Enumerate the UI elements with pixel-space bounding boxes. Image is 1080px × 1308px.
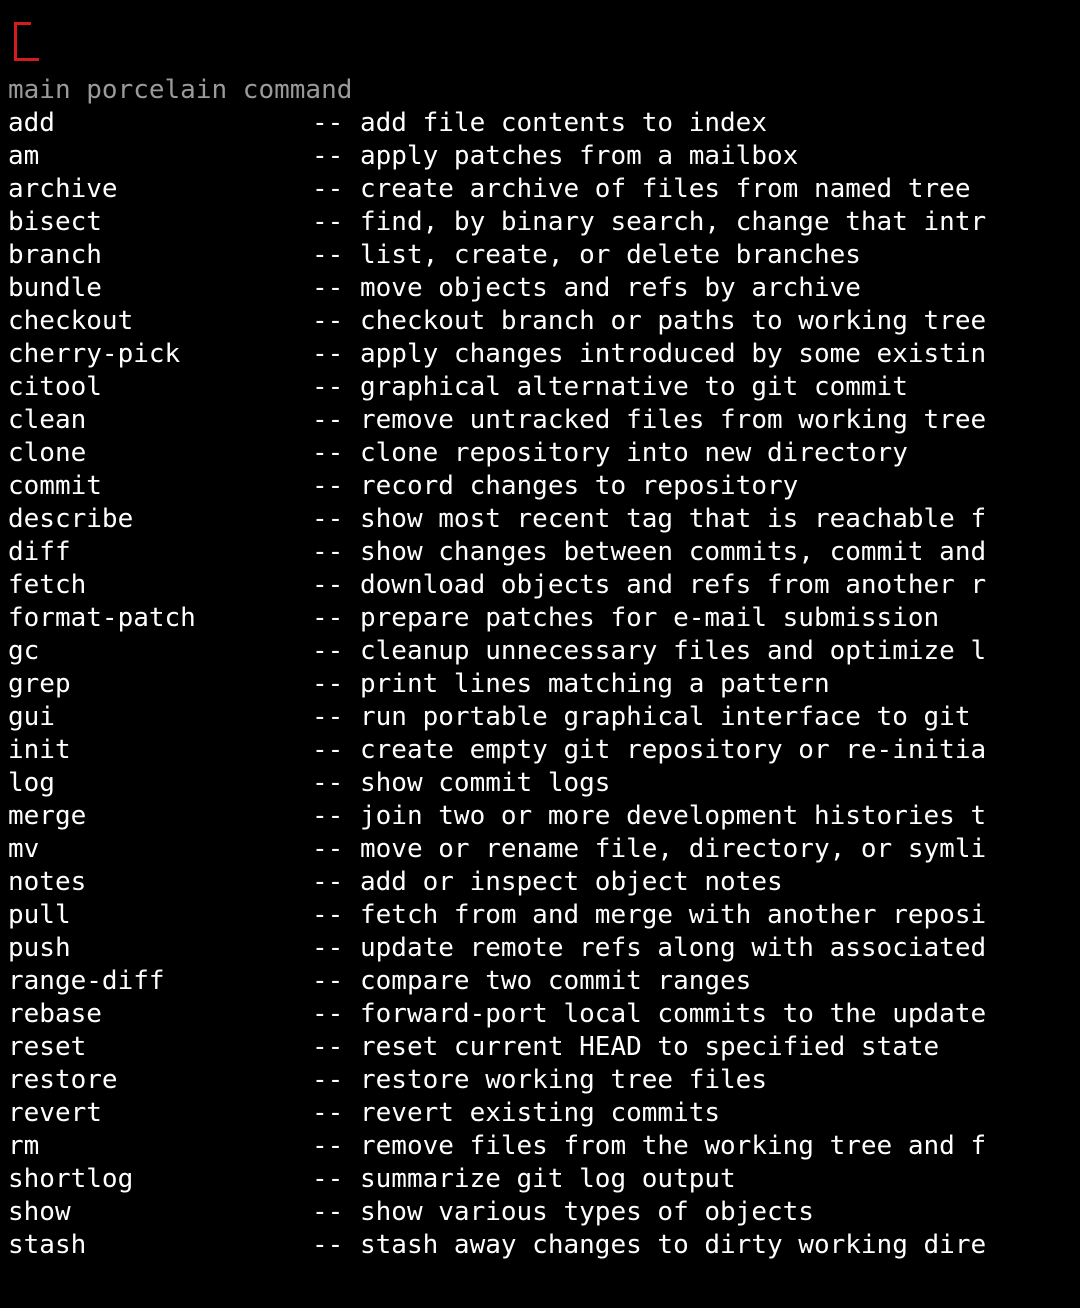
command-description: forward-port local commits to the update [360, 999, 987, 1029]
completion-item[interactable] [8, 1130, 1072, 1163]
command-description: add file contents to index [360, 108, 767, 138]
separator: -- [312, 1065, 344, 1095]
separator: -- [312, 207, 344, 237]
command-description: update remote refs along with associated [360, 933, 987, 963]
command-description: show most recent tag that is reachable f [360, 504, 987, 534]
completion-item[interactable] [8, 272, 1072, 305]
separator: -- [312, 174, 344, 204]
completion-item[interactable] [8, 140, 1072, 173]
command-description: clone repository into new directory [360, 438, 908, 468]
command-description: reset current HEAD to specified state [360, 1032, 940, 1062]
command-description: move or rename file, directory, or symli [360, 834, 987, 864]
separator: -- [312, 405, 344, 435]
command-description: remove files from the working tree and f [360, 1131, 987, 1161]
command-name: merge [8, 801, 87, 831]
command-name: push [8, 933, 71, 963]
completion-item[interactable] [8, 1163, 1072, 1196]
command-name: reset [8, 1032, 87, 1062]
command-name: citool [8, 372, 102, 402]
command-name: commit [8, 471, 102, 501]
command-name: show [8, 1197, 71, 1227]
command-description: show changes between commits, commit and [360, 537, 987, 567]
prompt-corner-bottom [14, 41, 39, 61]
command-name: mv [8, 834, 40, 864]
command-name: archive [8, 174, 118, 204]
completion-item[interactable] [8, 437, 1072, 470]
command-description: run portable graphical interface to git [360, 702, 971, 732]
more-indicator-line [8, 1262, 1072, 1295]
completion-item[interactable] [8, 305, 1072, 338]
separator: -- [312, 801, 344, 831]
command-description: cleanup unnecessary files and optimize l [360, 636, 987, 666]
command-description: stash away changes to dirty working dire [360, 1230, 987, 1260]
command-name: rebase [8, 999, 102, 1029]
separator: -- [312, 933, 344, 963]
command-description: apply patches from a mailbox [360, 141, 799, 171]
prompt-corner-top [14, 22, 31, 41]
command-description: show commit logs [360, 768, 611, 798]
separator: -- [312, 669, 344, 699]
command-name: am [8, 141, 40, 171]
completion-item[interactable] [8, 371, 1072, 404]
command-name: cherry-pick [8, 339, 181, 369]
command-description: show various types of objects [360, 1197, 814, 1227]
command-name: checkout [8, 306, 134, 336]
command-name: add [8, 108, 55, 138]
command-name: bundle [8, 273, 102, 303]
separator: -- [312, 867, 344, 897]
prompt-line [8, 8, 1072, 41]
command-description: remove untracked files from working tree [360, 405, 987, 435]
command-name: fetch [8, 570, 87, 600]
command-name: pull [8, 900, 71, 930]
separator: -- [312, 273, 344, 303]
completion-item[interactable] [8, 569, 1072, 602]
separator: -- [312, 1164, 344, 1194]
command-description: summarize git log output [360, 1164, 736, 1194]
separator: -- [312, 438, 344, 468]
command-name: stash [8, 1230, 87, 1260]
separator: -- [312, 735, 344, 765]
command-description: record changes to repository [360, 471, 799, 501]
separator: -- [312, 603, 344, 633]
completion-item[interactable] [8, 206, 1072, 239]
completion-item[interactable] [8, 239, 1072, 272]
command-description: checkout branch or paths to working tree [360, 306, 987, 336]
completion-item[interactable] [8, 701, 1072, 734]
completion-item[interactable] [8, 1031, 1072, 1064]
completion-item[interactable] [8, 998, 1072, 1031]
command-description: create empty git repository or re-initia [360, 735, 987, 765]
completion-item[interactable] [8, 536, 1072, 569]
command-name: init [8, 735, 71, 765]
separator: -- [312, 1032, 344, 1062]
command-name: branch [8, 240, 102, 270]
separator: -- [312, 306, 344, 336]
separator: -- [312, 372, 344, 402]
command-name: rm [8, 1131, 40, 1161]
command-description: prepare patches for e-mail submission [360, 603, 940, 633]
completion-item[interactable] [8, 1064, 1072, 1097]
separator: -- [312, 768, 344, 798]
command-description: print lines matching a pattern [360, 669, 830, 699]
completion-list [8, 107, 1072, 1262]
command-description: fetch from and merge with another reposi [360, 900, 987, 930]
command-name: gui [8, 702, 55, 732]
separator: -- [312, 240, 344, 270]
separator: -- [312, 702, 344, 732]
completion-item[interactable] [8, 635, 1072, 668]
completion-item[interactable] [8, 107, 1072, 140]
separator: -- [312, 1098, 344, 1128]
command-name: restore [8, 1065, 118, 1095]
separator: -- [312, 900, 344, 930]
command-description: create archive of files from named tree [360, 174, 971, 204]
completion-item[interactable] [8, 833, 1072, 866]
command-description: compare two commit ranges [360, 966, 752, 996]
separator: -- [312, 834, 344, 864]
command-name: grep [8, 669, 71, 699]
completion-item[interactable] [8, 602, 1072, 635]
command-name: describe [8, 504, 134, 534]
completion-item[interactable] [8, 173, 1072, 206]
separator: -- [312, 570, 344, 600]
command-name: notes [8, 867, 87, 897]
completion-item[interactable] [8, 470, 1072, 503]
separator: -- [312, 471, 344, 501]
completion-item[interactable] [8, 866, 1072, 899]
command-name: log [8, 768, 55, 798]
completion-item[interactable] [8, 1097, 1072, 1130]
separator: -- [312, 1230, 344, 1260]
separator: -- [312, 966, 344, 996]
separator: -- [312, 141, 344, 171]
command-name: shortlog [8, 1164, 134, 1194]
completion-item[interactable] [8, 338, 1072, 371]
command-description: apply changes introduced by some existin [360, 339, 987, 369]
command-name: revert [8, 1098, 102, 1128]
separator: -- [312, 1197, 344, 1227]
completion-item[interactable] [8, 668, 1072, 701]
separator: -- [312, 999, 344, 1029]
command-name: format-patch [8, 603, 196, 633]
completion-item[interactable] [8, 1196, 1072, 1229]
completion-item[interactable] [8, 899, 1072, 932]
separator: -- [312, 504, 344, 534]
command-input-line[interactable] [8, 41, 1072, 74]
command-description: find, by binary search, change that intr [360, 207, 987, 237]
separator: -- [312, 108, 344, 138]
terminal-window[interactable] [8, 8, 1072, 1295]
command-name: diff [8, 537, 71, 567]
command-description: list, create, or delete branches [360, 240, 861, 270]
separator: -- [312, 636, 344, 666]
command-name: clone [8, 438, 87, 468]
separator: -- [312, 537, 344, 567]
completion-header: main porcelain command [8, 75, 353, 105]
separator: -- [312, 1131, 344, 1161]
command-description: join two or more development histories t [360, 801, 987, 831]
command-description: download objects and refs from another r [360, 570, 987, 600]
command-description: restore working tree files [360, 1065, 767, 1095]
command-description: add or inspect object notes [360, 867, 783, 897]
completion-item[interactable] [8, 932, 1072, 965]
command-name: range-diff [8, 966, 165, 996]
completion-item[interactable] [8, 965, 1072, 998]
command-description: move objects and refs by archive [360, 273, 861, 303]
command-name: clean [8, 405, 87, 435]
completion-item[interactable] [8, 767, 1072, 800]
command-name: bisect [8, 207, 102, 237]
completion-item[interactable] [8, 404, 1072, 437]
completion-item[interactable] [8, 1229, 1072, 1262]
completion-item[interactable] [8, 800, 1072, 833]
separator: -- [312, 339, 344, 369]
completion-item[interactable] [8, 503, 1072, 536]
command-description: graphical alternative to git commit [360, 372, 908, 402]
command-name: gc [8, 636, 40, 666]
completion-item[interactable] [8, 734, 1072, 767]
command-description: revert existing commits [360, 1098, 721, 1128]
